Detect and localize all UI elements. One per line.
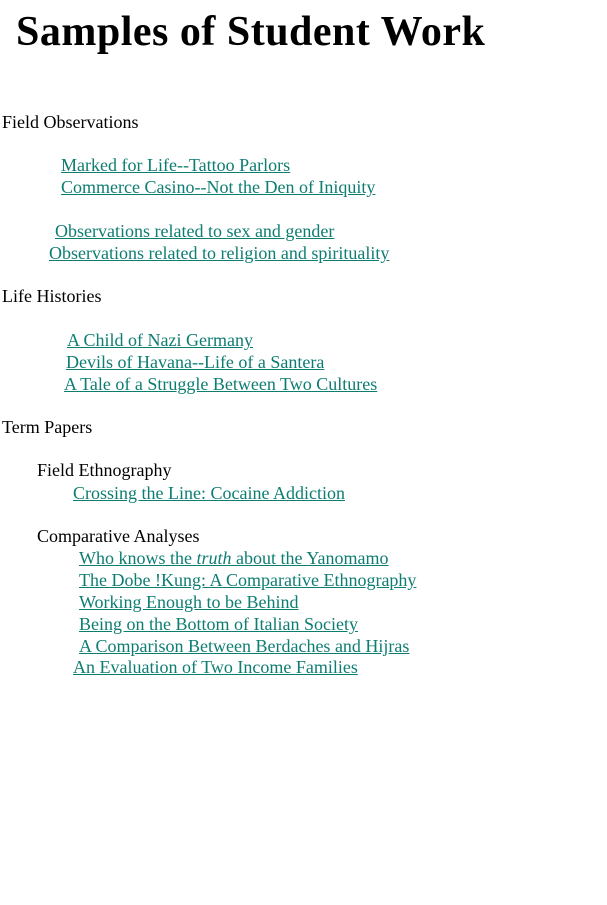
link-dobe-kung[interactable]: The Dobe !Kung: A Comparative Ethnography	[79, 570, 417, 590]
subheading-comparative-analyses: Comparative Analyses	[37, 526, 200, 546]
link-observations-religion-spirituality[interactable]: Observations related to religion and spirituality	[49, 243, 390, 263]
link-commerce-casino[interactable]: Commerce Casino--Not the Den of Iniquity	[61, 177, 376, 197]
link-observations-sex-gender[interactable]: Observations related to sex and gender	[55, 221, 335, 241]
link-two-income-families[interactable]: An Evaluation of Two Income Families	[73, 657, 358, 677]
link-truth-about-yanomamo[interactable]	[79, 547, 389, 569]
section-heading-field-observations: Field Observations	[2, 112, 139, 132]
link-crossing-the-line[interactable]: Crossing the Line: Cocaine Addiction	[73, 483, 345, 503]
link-bottom-of-italian-society[interactable]: Being on the Bottom of Italian Society	[79, 614, 358, 634]
link-working-enough[interactable]: Working Enough to be Behind	[79, 592, 299, 612]
section-heading-term-papers: Term Papers	[2, 417, 93, 437]
section-heading-life-histories: Life Histories	[2, 286, 102, 306]
link-devils-of-havana[interactable]: Devils of Havana--Life of a Santera	[66, 352, 325, 372]
link-marked-for-life[interactable]: Marked for Life--Tattoo Parlors	[61, 155, 291, 175]
page-title: Samples of Student Work	[16, 9, 486, 55]
link-tale-of-a-struggle[interactable]: A Tale of a Struggle Between Two Cultures	[64, 374, 378, 394]
link-yanomamo-suffix: about the Yanomamo	[231, 548, 389, 568]
link-yanomamo-prefix: Who knows the	[79, 548, 197, 568]
link-yanomamo-emphasis: truth	[196, 548, 232, 568]
link-berdaches-and-hijras[interactable]: A Comparison Between Berdaches and Hijras	[79, 636, 410, 656]
subheading-field-ethnography: Field Ethnography	[37, 460, 172, 480]
link-child-of-nazi-germany[interactable]: A Child of Nazi Germany	[67, 330, 253, 350]
